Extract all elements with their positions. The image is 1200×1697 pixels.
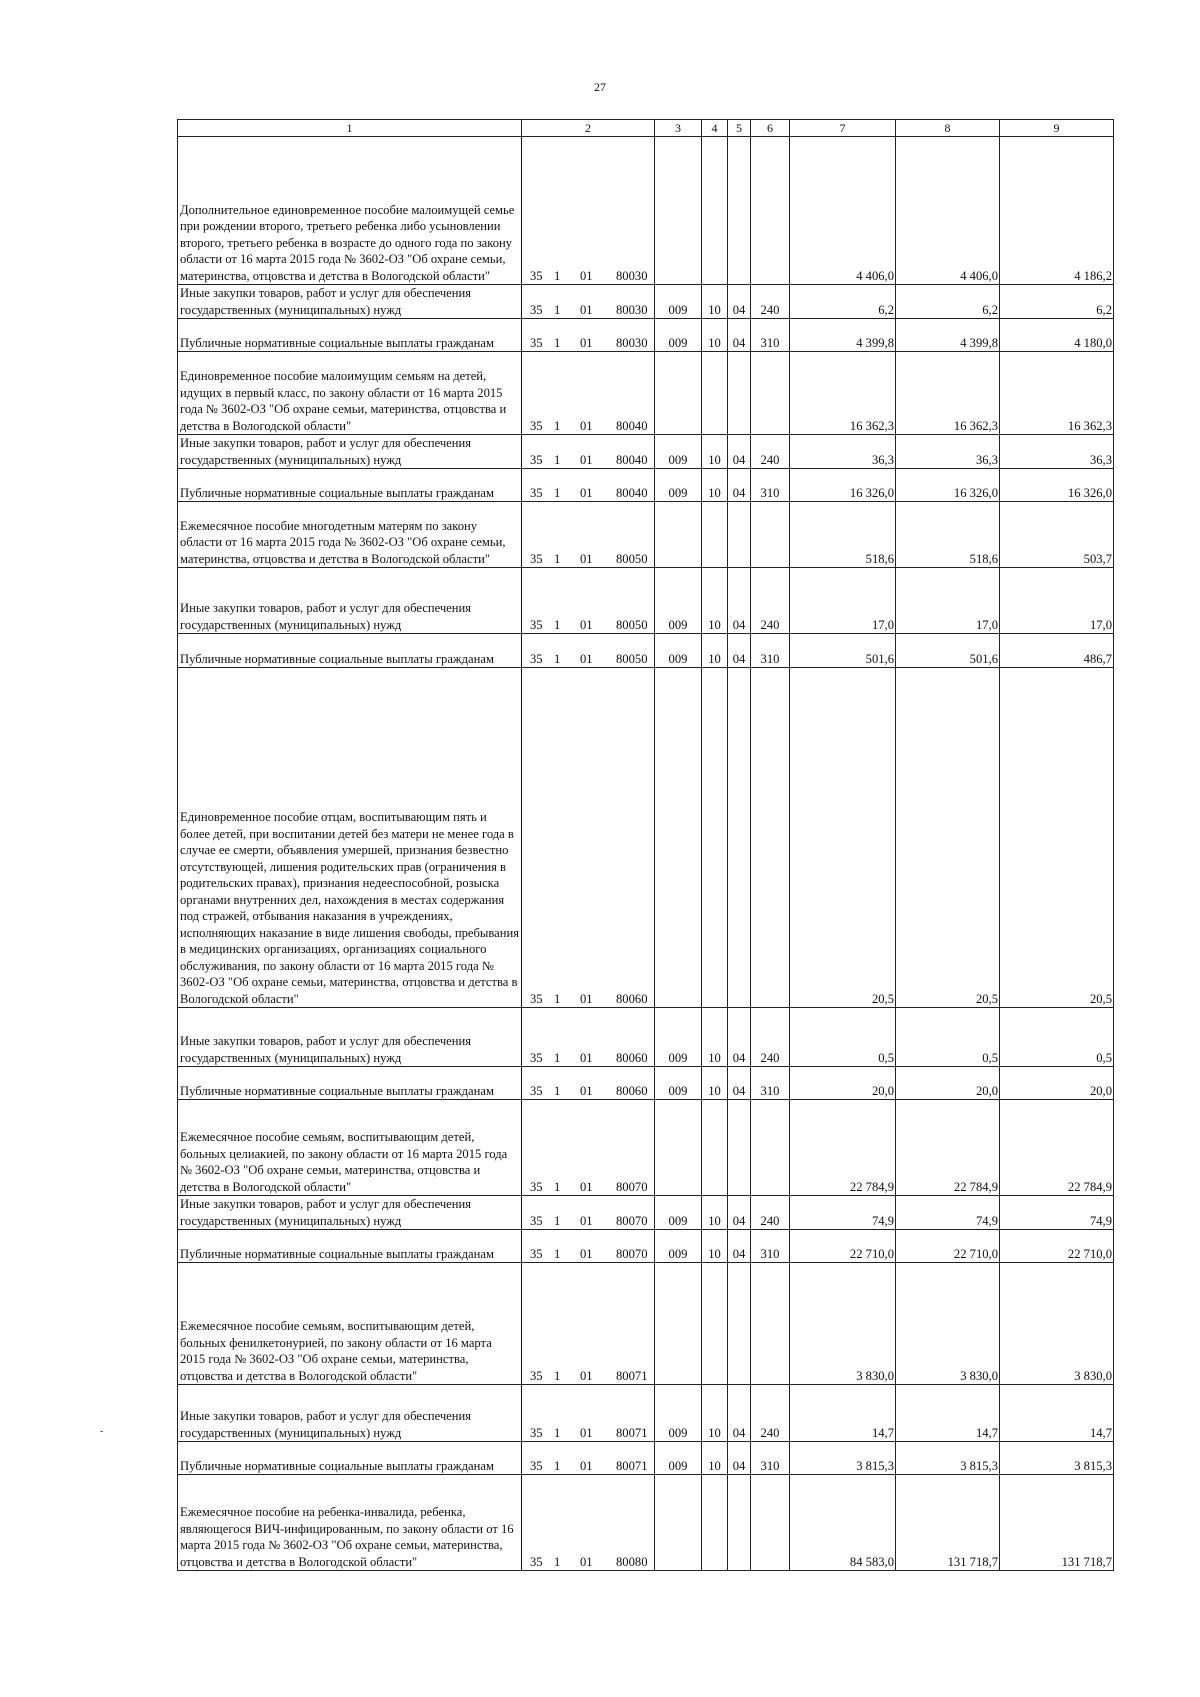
header-cell-7: 7 [790, 120, 896, 137]
row-name: Единовременное пособие отцам, воспитывающим пять и более детей, при воспитании детей без матери не менее года в случае ее смерти, объявления умершей, признания безвестно отсутствующей, лишения родительских прав (ограничения в родительских правах), признания недееспособной, розыска органами внутренних дел, нахождения в местах содержания под стражей, отбывания наказания в учреждениях, исполняющих наказание в виде лишения свободы, пребывания в медицинских организациях, организациях социального обслуживания, по закону области от 16 марта 2015 года № 3602-ОЗ "Об охране семьи, материнства, отцовства и детства в Вологодской области" [178, 668, 522, 1008]
row-col6 [751, 1100, 790, 1196]
row-value-7: 17,0 [790, 568, 896, 634]
row-value-9: 17,0 [1000, 568, 1114, 634]
row-col5 [728, 137, 751, 285]
code-part: 80060 [616, 991, 648, 1006]
code-part: 1 [554, 302, 561, 317]
row-value-7: 20,0 [790, 1067, 896, 1100]
table-row [178, 668, 1114, 1008]
row-col3 [655, 1263, 702, 1385]
row-code [522, 1263, 655, 1385]
row-col6 [751, 137, 790, 285]
code-part: 35 [530, 1368, 543, 1383]
row-col6: 240 [751, 285, 790, 319]
row-col5: 04 [728, 1385, 751, 1442]
row-value-8: 4 399,8 [896, 319, 1000, 352]
row-value-8: 6,2 [896, 285, 1000, 319]
row-code [522, 1067, 655, 1100]
table-row [178, 1442, 1114, 1475]
code-part: 1 [554, 268, 561, 283]
row-value-7: 4 406,0 [790, 137, 896, 285]
code-part: 80071 [616, 1425, 648, 1440]
header-cell-3: 3 [655, 120, 702, 137]
row-value-7: 0,5 [790, 1008, 896, 1067]
header-cell-1: 1 [178, 120, 522, 137]
code-part: 35 [530, 617, 543, 632]
code-part: 01 [580, 302, 593, 317]
code-part: 1 [554, 1050, 561, 1065]
row-code [522, 668, 655, 1008]
code-part: 35 [530, 1246, 543, 1261]
row-name: Иные закупки товаров, работ и услуг для обеспечения государственных (муниципальных) нужд [178, 435, 522, 469]
row-value-7: 22 784,9 [790, 1100, 896, 1196]
row-value-9: 16 326,0 [1000, 469, 1114, 502]
code-part: 80080 [616, 1554, 648, 1569]
code-part: 1 [554, 551, 561, 566]
code-part: 01 [580, 1179, 593, 1194]
code-part: 35 [530, 551, 543, 566]
row-value-9: 16 362,3 [1000, 352, 1114, 435]
code-part: 35 [530, 1425, 543, 1440]
row-value-8: 518,6 [896, 502, 1000, 568]
row-col4: 10 [702, 1008, 728, 1067]
row-value-8: 16 326,0 [896, 469, 1000, 502]
row-name: Ежемесячное пособие на ребенка-инвалида, ребенка, являющегося ВИЧ-инфицированным, по закону области от 16 марта 2015 года № 3602-ОЗ "Об охране семьи, материнства, отцовства и детства в Вологодской области" [178, 1475, 522, 1571]
row-col5 [728, 1475, 751, 1571]
table-row [178, 502, 1114, 568]
row-value-9: 4 180,0 [1000, 319, 1114, 352]
row-col5: 04 [728, 1196, 751, 1230]
row-value-7: 22 710,0 [790, 1230, 896, 1263]
row-code [522, 1442, 655, 1475]
code-part: 1 [554, 651, 561, 666]
row-value-7: 74,9 [790, 1196, 896, 1230]
row-code [522, 1008, 655, 1067]
row-value-9: 22 784,9 [1000, 1100, 1114, 1196]
table-row [178, 1196, 1114, 1230]
row-col3: 009 [655, 469, 702, 502]
row-value-9: 20,0 [1000, 1067, 1114, 1100]
code-part: 35 [530, 1050, 543, 1065]
row-name: Ежемесячное пособие многодетным матерям по закону области от 16 марта 2015 года № 3602-ОЗ "Об охране семьи, материнства, отцовства и детства в Вологодской области" [178, 502, 522, 568]
table-row [178, 1475, 1114, 1571]
code-part: 80030 [616, 268, 648, 283]
row-code [522, 285, 655, 319]
row-code [522, 502, 655, 568]
code-part: 01 [580, 1050, 593, 1065]
row-value-8: 3 830,0 [896, 1263, 1000, 1385]
row-code [522, 1196, 655, 1230]
code-part: 01 [580, 485, 593, 500]
row-col3 [655, 668, 702, 1008]
code-part: 1 [554, 1213, 561, 1228]
row-name: Публичные нормативные социальные выплаты гражданам [178, 1442, 522, 1475]
row-name: Ежемесячное пособие семьям, воспитывающим детей, больных целиакией, по закону области от 16 марта 2015 года № 3602-ОЗ "Об охране семьи, материнства, отцовства и детства в Вологодской области" [178, 1100, 522, 1196]
row-value-9: 4 186,2 [1000, 137, 1114, 285]
row-col4: 10 [702, 568, 728, 634]
row-code [522, 469, 655, 502]
row-name: Ежемесячное пособие семьям, воспитывающим детей, больных фенилкетонурией, по закону области от 16 марта 2015 года № 3602-ОЗ "Об охране семьи, материнства, отцовства и детства в Вологодской области" [178, 1263, 522, 1385]
code-part: 1 [554, 1554, 561, 1569]
row-col6: 240 [751, 1196, 790, 1230]
row-col4 [702, 502, 728, 568]
row-value-8: 17,0 [896, 568, 1000, 634]
row-col5 [728, 668, 751, 1008]
row-col6: 310 [751, 634, 790, 668]
row-col6: 310 [751, 319, 790, 352]
code-part: 01 [580, 1368, 593, 1383]
row-code [522, 352, 655, 435]
row-value-7: 6,2 [790, 285, 896, 319]
table-row [178, 1067, 1114, 1100]
code-part: 01 [580, 1554, 593, 1569]
row-value-8: 0,5 [896, 1008, 1000, 1067]
row-value-8: 3 815,3 [896, 1442, 1000, 1475]
code-part: 80070 [616, 1246, 648, 1261]
row-col6 [751, 352, 790, 435]
row-code [522, 1385, 655, 1442]
header-cell-8: 8 [896, 120, 1000, 137]
row-value-9: 22 710,0 [1000, 1230, 1114, 1263]
row-value-8: 4 406,0 [896, 137, 1000, 285]
row-col5: 04 [728, 285, 751, 319]
row-col3: 009 [655, 1067, 702, 1100]
code-part: 01 [580, 1246, 593, 1261]
code-part: 35 [530, 335, 543, 350]
code-part: 80040 [616, 452, 648, 467]
table-row [178, 568, 1114, 634]
code-part: 80040 [616, 485, 648, 500]
table-row [178, 319, 1114, 352]
row-col5: 04 [728, 1230, 751, 1263]
row-col3: 009 [655, 1230, 702, 1263]
row-name: Единовременное пособие малоимущим семьям на детей, идущих в первый класс, по закону области от 16 марта 2015 года № 3602-ОЗ "Об охране семьи, материнства, отцовства и детства в Вологодской области" [178, 352, 522, 435]
row-name: Иные закупки товаров, работ и услуг для обеспечения государственных (муниципальных) нужд [178, 568, 522, 634]
row-value-9: 20,5 [1000, 668, 1114, 1008]
row-col3: 009 [655, 634, 702, 668]
row-col6: 240 [751, 1008, 790, 1067]
header-cell-6: 6 [751, 120, 790, 137]
row-col5: 04 [728, 634, 751, 668]
row-value-8: 16 362,3 [896, 352, 1000, 435]
row-col6 [751, 1263, 790, 1385]
row-code [522, 319, 655, 352]
table-row [178, 1385, 1114, 1442]
row-col5: 04 [728, 319, 751, 352]
code-part: 01 [580, 1458, 593, 1473]
row-value-7: 501,6 [790, 634, 896, 668]
code-part: 1 [554, 991, 561, 1006]
code-part: 1 [554, 485, 561, 500]
row-col3 [655, 352, 702, 435]
code-part: 35 [530, 1213, 543, 1228]
code-part: 01 [580, 418, 593, 433]
code-part: 01 [580, 335, 593, 350]
code-part: 35 [530, 485, 543, 500]
table-row [178, 469, 1114, 502]
header-cell-4: 4 [702, 120, 728, 137]
header-cell-2: 2 [522, 120, 655, 137]
table-row [178, 1263, 1114, 1385]
row-col4: 10 [702, 634, 728, 668]
code-part: 80060 [616, 1083, 648, 1098]
code-part: 80050 [616, 551, 648, 566]
code-part: 80030 [616, 335, 648, 350]
row-col5: 04 [728, 435, 751, 469]
row-value-9: 74,9 [1000, 1196, 1114, 1230]
row-col6: 240 [751, 1385, 790, 1442]
row-col4: 10 [702, 435, 728, 469]
code-part: 80070 [616, 1179, 648, 1194]
table-row [178, 435, 1114, 469]
row-col4 [702, 1263, 728, 1385]
code-part: 80071 [616, 1458, 648, 1473]
code-part: 35 [530, 268, 543, 283]
row-col6: 310 [751, 1442, 790, 1475]
row-value-8: 20,5 [896, 668, 1000, 1008]
code-part: 1 [554, 418, 561, 433]
row-col3 [655, 1100, 702, 1196]
code-part: 35 [530, 452, 543, 467]
row-col4: 10 [702, 285, 728, 319]
row-code [522, 435, 655, 469]
code-part: 01 [580, 551, 593, 566]
row-col4 [702, 1100, 728, 1196]
row-name: Публичные нормативные социальные выплаты гражданам [178, 1067, 522, 1100]
code-part: 35 [530, 651, 543, 666]
code-part: 35 [530, 1179, 543, 1194]
code-part: 1 [554, 1179, 561, 1194]
row-col4: 10 [702, 469, 728, 502]
row-code [522, 137, 655, 285]
header-cell-5: 5 [728, 120, 751, 137]
row-code [522, 1230, 655, 1263]
row-col4 [702, 137, 728, 285]
row-value-7: 16 362,3 [790, 352, 896, 435]
budget-table-container [177, 119, 1113, 1571]
table-row [178, 352, 1114, 435]
row-col4: 10 [702, 1196, 728, 1230]
table-row [178, 634, 1114, 668]
row-col6: 310 [751, 1230, 790, 1263]
row-col4 [702, 668, 728, 1008]
row-col3: 009 [655, 1008, 702, 1067]
row-col3: 009 [655, 1442, 702, 1475]
row-name: Иные закупки товаров, работ и услуг для обеспечения государственных (муниципальных) нужд [178, 1196, 522, 1230]
row-code [522, 1475, 655, 1571]
table-row [178, 1008, 1114, 1067]
row-col6 [751, 1475, 790, 1571]
row-col3 [655, 137, 702, 285]
row-col3: 009 [655, 1385, 702, 1442]
row-col4: 10 [702, 1230, 728, 1263]
row-name: Публичные нормативные социальные выплаты гражданам [178, 634, 522, 668]
row-value-8: 74,9 [896, 1196, 1000, 1230]
code-part: 1 [554, 617, 561, 632]
row-col4 [702, 352, 728, 435]
row-name: Иные закупки товаров, работ и услуг для обеспечения государственных (муниципальных) нужд [178, 1385, 522, 1442]
row-col3: 009 [655, 568, 702, 634]
row-col4: 10 [702, 319, 728, 352]
table-row [178, 285, 1114, 319]
code-part: 1 [554, 452, 561, 467]
code-part: 35 [530, 1554, 543, 1569]
row-value-7: 16 326,0 [790, 469, 896, 502]
row-col5: 04 [728, 1442, 751, 1475]
row-col6: 240 [751, 435, 790, 469]
code-part: 35 [530, 1083, 543, 1098]
row-col4: 10 [702, 1385, 728, 1442]
row-value-9: 131 718,7 [1000, 1475, 1114, 1571]
code-part: 1 [554, 1246, 561, 1261]
row-value-9: 3 830,0 [1000, 1263, 1114, 1385]
row-col3: 009 [655, 435, 702, 469]
code-part: 80070 [616, 1213, 648, 1228]
row-col6: 310 [751, 1067, 790, 1100]
row-value-8: 36,3 [896, 435, 1000, 469]
row-value-8: 501,6 [896, 634, 1000, 668]
row-col6: 240 [751, 568, 790, 634]
row-col4: 10 [702, 1067, 728, 1100]
row-col5: 04 [728, 568, 751, 634]
code-part: 80060 [616, 1050, 648, 1065]
row-col6 [751, 502, 790, 568]
row-col5 [728, 1263, 751, 1385]
code-part: 80050 [616, 617, 648, 632]
row-value-8: 22 784,9 [896, 1100, 1000, 1196]
code-part: 80030 [616, 302, 648, 317]
row-value-9: 14,7 [1000, 1385, 1114, 1442]
code-part: 01 [580, 1213, 593, 1228]
row-name: Дополнительное единовременное пособие малоимущей семье при рождении второго, третьего ребенка либо усыновлении второго, третьего ребенка в возрасте до одного года по закону области от 16 марта 2015 года № 3602-ОЗ "Об охране семьи, материнства, отцовства и детства в Вологодской области" [178, 137, 522, 285]
header-row [178, 120, 1114, 137]
budget-table [177, 119, 1114, 1571]
code-part: 1 [554, 1083, 561, 1098]
scan-speck: - [100, 1426, 104, 1437]
row-col5: 04 [728, 1008, 751, 1067]
row-col6: 310 [751, 469, 790, 502]
code-part: 01 [580, 651, 593, 666]
row-code [522, 1100, 655, 1196]
row-value-8: 22 710,0 [896, 1230, 1000, 1263]
code-part: 35 [530, 418, 543, 433]
row-value-7: 3 815,3 [790, 1442, 896, 1475]
row-col3: 009 [655, 319, 702, 352]
row-value-7: 3 830,0 [790, 1263, 896, 1385]
row-col3 [655, 502, 702, 568]
row-value-9: 486,7 [1000, 634, 1114, 668]
row-col5 [728, 352, 751, 435]
row-value-7: 36,3 [790, 435, 896, 469]
row-col5: 04 [728, 1067, 751, 1100]
table-row [178, 1230, 1114, 1263]
header-cell-9: 9 [1000, 120, 1114, 137]
code-part: 1 [554, 1425, 561, 1440]
code-part: 35 [530, 991, 543, 1006]
code-part: 01 [580, 617, 593, 632]
row-col5 [728, 1100, 751, 1196]
row-value-9: 503,7 [1000, 502, 1114, 568]
row-value-8: 14,7 [896, 1385, 1000, 1442]
row-name: Публичные нормативные социальные выплаты гражданам [178, 319, 522, 352]
row-value-9: 6,2 [1000, 285, 1114, 319]
code-part: 1 [554, 1458, 561, 1473]
row-col4 [702, 1475, 728, 1571]
row-col3: 009 [655, 1196, 702, 1230]
code-part: 01 [580, 452, 593, 467]
row-col4: 10 [702, 1442, 728, 1475]
row-value-9: 3 815,3 [1000, 1442, 1114, 1475]
table-row [178, 1100, 1114, 1196]
code-part: 1 [554, 1368, 561, 1383]
code-part: 01 [580, 1425, 593, 1440]
page-number: 27 [594, 80, 606, 94]
row-value-9: 36,3 [1000, 435, 1114, 469]
row-value-7: 4 399,8 [790, 319, 896, 352]
row-col5 [728, 502, 751, 568]
row-value-7: 84 583,0 [790, 1475, 896, 1571]
code-part: 35 [530, 302, 543, 317]
row-col6 [751, 668, 790, 1008]
row-col5: 04 [728, 469, 751, 502]
row-name: Иные закупки товаров, работ и услуг для обеспечения государственных (муниципальных) нужд [178, 285, 522, 319]
row-code [522, 634, 655, 668]
table-row [178, 137, 1114, 285]
code-part: 80071 [616, 1368, 648, 1383]
row-value-7: 14,7 [790, 1385, 896, 1442]
code-part: 1 [554, 335, 561, 350]
row-value-8: 131 718,7 [896, 1475, 1000, 1571]
row-value-7: 20,5 [790, 668, 896, 1008]
row-name: Публичные нормативные социальные выплаты гражданам [178, 469, 522, 502]
row-name: Иные закупки товаров, работ и услуг для обеспечения государственных (муниципальных) нужд [178, 1008, 522, 1067]
row-value-7: 518,6 [790, 502, 896, 568]
code-part: 80040 [616, 418, 648, 433]
code-part: 35 [530, 1458, 543, 1473]
code-part: 80050 [616, 651, 648, 666]
row-value-9: 0,5 [1000, 1008, 1114, 1067]
row-value-8: 20,0 [896, 1067, 1000, 1100]
row-col3: 009 [655, 285, 702, 319]
row-col3 [655, 1475, 702, 1571]
code-part: 01 [580, 991, 593, 1006]
code-part: 01 [580, 268, 593, 283]
code-part: 01 [580, 1083, 593, 1098]
row-name: Публичные нормативные социальные выплаты гражданам [178, 1230, 522, 1263]
row-code [522, 568, 655, 634]
